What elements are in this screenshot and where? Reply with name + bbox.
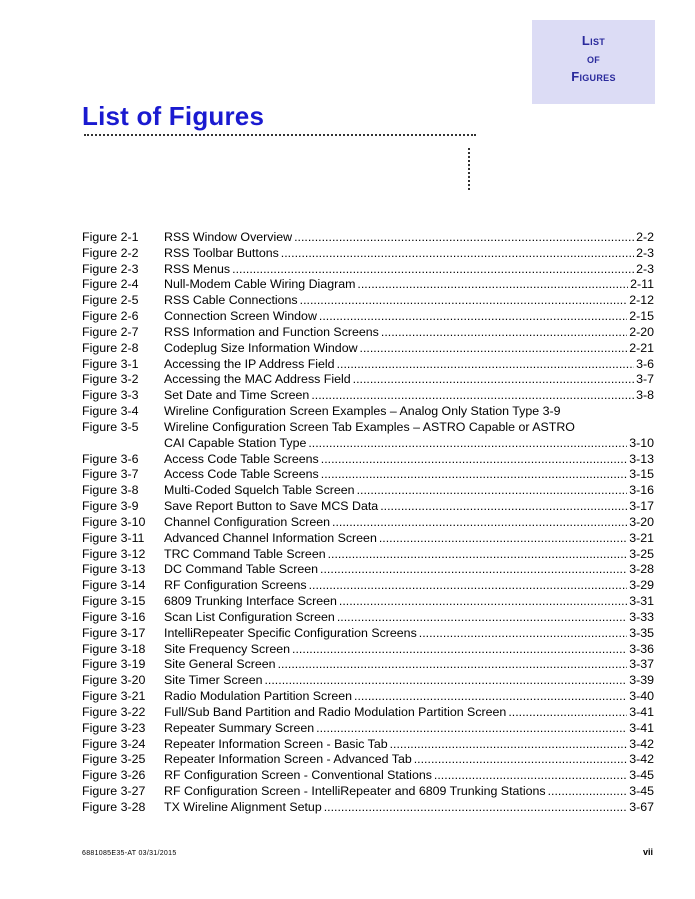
dotted-rule-horizontal xyxy=(84,134,476,146)
page-reference: 2-12 xyxy=(629,293,654,308)
page-reference: 3-33 xyxy=(629,609,654,624)
dot-leader xyxy=(337,610,627,626)
section-tab-line-2: of xyxy=(586,51,601,66)
dot-leader xyxy=(264,673,627,689)
figure-caption: Null-Modem Cable Wiring Diagram xyxy=(164,277,356,292)
figure-number: Figure 3-26 xyxy=(82,768,146,783)
page-title: List of Figures xyxy=(82,101,265,131)
figure-entry[interactable] xyxy=(82,689,654,705)
dot-leader xyxy=(414,752,627,768)
figure-number: Figure 3-3 xyxy=(82,388,139,403)
figure-number: Figure 3-22 xyxy=(82,704,146,719)
dot-leader xyxy=(316,721,627,737)
figure-caption: RSS Cable Connections xyxy=(164,293,298,308)
page-reference: 3-45 xyxy=(629,784,654,798)
page-reference: 3-40 xyxy=(629,689,654,704)
figure-entry[interactable] xyxy=(82,420,654,452)
figure-entry[interactable] xyxy=(82,230,654,246)
dot-leader xyxy=(379,531,627,547)
figure-caption: 6809 Trunking Interface Screen xyxy=(164,594,337,609)
figure-caption: Radio Modulation Partition Screen xyxy=(164,689,353,704)
figure-entry[interactable] xyxy=(82,262,654,278)
page-reference: 3-45 xyxy=(629,768,654,783)
figure-entry[interactable] xyxy=(82,325,654,341)
figure-caption: TX Wireline Alignment Setup xyxy=(164,799,322,814)
figure-number: Figure 3-11 xyxy=(82,530,145,545)
dot-leader xyxy=(321,467,627,483)
figure-entry[interactable] xyxy=(82,277,654,293)
figure-entry[interactable] xyxy=(82,388,654,404)
figure-caption: Wireline Configuration Screen Tab Examples – ASTRO Capable or ASTRO xyxy=(164,419,575,434)
figure-number: Figure 2-4 xyxy=(82,277,139,292)
figure-entry[interactable] xyxy=(82,752,654,768)
page-reference: 2-21 xyxy=(629,340,654,355)
dot-leader xyxy=(309,578,628,594)
dot-leader xyxy=(354,689,627,705)
dot-leader xyxy=(311,388,634,404)
figure-caption: Site General Screen xyxy=(164,657,276,672)
figure-entry[interactable] xyxy=(82,784,654,800)
figure-number: Figure 3-20 xyxy=(82,673,146,688)
figure-caption: Scan List Configuration Screen xyxy=(164,609,335,624)
figure-entry[interactable] xyxy=(82,673,654,689)
dot-leader xyxy=(278,657,628,673)
figure-number: Figure 3-28 xyxy=(82,799,146,814)
figure-number: Figure 2-2 xyxy=(82,245,139,260)
section-tab-line-3: Figures xyxy=(571,69,616,84)
dot-leader xyxy=(548,784,628,800)
figure-caption: Repeater Information Screen - Basic Tab xyxy=(164,736,388,751)
figure-number: Figure 3-5 xyxy=(82,419,139,434)
dot-leader xyxy=(292,642,627,658)
figure-entry[interactable] xyxy=(82,562,654,578)
footer-page-number: vii xyxy=(642,847,653,857)
figure-caption: Repeater Information Screen - Advanced Tab xyxy=(164,752,412,767)
dot-leader xyxy=(308,436,627,452)
dot-leader xyxy=(380,499,627,515)
page-reference: 3-15 xyxy=(629,467,654,482)
figure-caption: Accessing the MAC Address Field xyxy=(164,372,351,387)
dot-leader xyxy=(300,293,628,309)
page-reference: 3-42 xyxy=(629,736,654,751)
figure-entry[interactable] xyxy=(82,578,654,594)
page-reference: 3-41 xyxy=(629,704,654,719)
figure-caption: Multi-Coded Squelch Table Screen xyxy=(164,483,355,498)
figure-number: Figure 3-2 xyxy=(82,372,139,387)
figure-number: Figure 3-8 xyxy=(82,483,139,498)
figure-caption: Access Code Table Screens xyxy=(164,467,319,482)
figure-caption: Codeplug Size Information Window xyxy=(164,340,358,355)
figure-number: Figure 3-23 xyxy=(82,720,146,735)
dot-leader xyxy=(281,246,634,262)
figure-number: Figure 2-1 xyxy=(82,230,139,244)
page-reference: 3-35 xyxy=(629,625,654,640)
page-reference: 3-6 xyxy=(636,356,654,371)
dot-leader xyxy=(294,230,634,246)
dot-leader xyxy=(328,547,628,563)
page-reference: 3-21 xyxy=(629,530,654,545)
figure-number: Figure 3-13 xyxy=(82,562,146,577)
figure-number: Figure 3-17 xyxy=(82,625,146,640)
page-reference: 3-28 xyxy=(629,562,654,577)
dot-leader xyxy=(357,277,628,293)
page-reference: 3-41 xyxy=(629,720,654,735)
page-reference: 3-7 xyxy=(636,372,654,387)
dot-leader xyxy=(320,562,627,578)
page-reference: 3-67 xyxy=(629,799,654,814)
figure-number: Figure 3-24 xyxy=(82,736,146,751)
figure-caption: RSS Menus xyxy=(164,261,231,276)
dotted-rule-vertical xyxy=(468,148,472,190)
figure-number: Figure 3-12 xyxy=(82,546,146,561)
page-reference: 3-17 xyxy=(629,499,654,514)
dot-leader xyxy=(390,737,628,753)
page-reference: 3-25 xyxy=(629,546,654,561)
figure-entry[interactable] xyxy=(82,357,654,373)
page-reference: 2-2 xyxy=(636,230,654,244)
section-tab-line-1: List xyxy=(581,33,606,48)
page-reference: 2-20 xyxy=(629,324,654,339)
figure-caption: RF Configuration Screens xyxy=(164,578,307,593)
figure-entry[interactable] xyxy=(82,705,654,721)
figure-caption: RF Configuration Screen - Conventional Stations xyxy=(164,768,432,783)
figure-entry[interactable] xyxy=(82,737,654,753)
figure-caption: Save Report Button to Save MCS Data xyxy=(164,499,379,514)
figure-caption: Access Code Table Screens xyxy=(164,451,319,466)
figure-caption: Repeater Summary Screen xyxy=(164,720,315,735)
figure-entry[interactable] xyxy=(82,467,654,483)
figure-number: Figure 3-14 xyxy=(82,578,146,593)
figure-number: Figure 2-8 xyxy=(82,340,139,355)
figure-entry[interactable] xyxy=(82,246,654,262)
dot-leader xyxy=(508,705,627,721)
figure-caption: Set Date and Time Screen xyxy=(164,388,310,403)
figure-number: Figure 3-7 xyxy=(82,467,139,482)
figure-caption: DC Command Table Screen xyxy=(164,562,319,577)
dot-leader xyxy=(339,594,627,610)
figure-entry[interactable] xyxy=(82,309,654,325)
figure-number: Figure 2-5 xyxy=(82,293,139,308)
figure-entry[interactable] xyxy=(82,293,654,309)
figure-caption: Wireline Configuration Screen Examples – Analog Only Station Type 3-9 xyxy=(164,404,561,419)
page-reference: 2-3 xyxy=(636,245,654,260)
figure-number: Figure 3-1 xyxy=(82,356,139,371)
dot-leader xyxy=(321,452,627,468)
dot-leader xyxy=(419,626,627,642)
figure-entry[interactable] xyxy=(82,768,654,784)
figure-caption: Channel Configuration Screen xyxy=(164,514,331,529)
figure-number: Figure 3-10 xyxy=(82,514,146,529)
figure-caption: Site Frequency Screen xyxy=(164,641,291,656)
page-reference: 2-15 xyxy=(629,309,654,324)
figure-caption: TRC Command Table Screen xyxy=(164,546,326,561)
page-reference: 2-11 xyxy=(630,277,654,292)
page-reference: 3-13 xyxy=(629,451,654,466)
page-reference: 3-42 xyxy=(629,752,654,767)
figure-entry[interactable] xyxy=(82,594,654,610)
figure-caption: CAI Capable Station Type xyxy=(164,435,307,450)
page-reference: 3-10 xyxy=(629,435,654,450)
figure-entry[interactable] xyxy=(82,404,654,420)
figure-caption: Accessing the IP Address Field xyxy=(164,356,335,371)
dot-leader xyxy=(381,325,627,341)
figure-entry[interactable] xyxy=(82,610,654,626)
figure-caption: RSS Window Overview xyxy=(164,230,293,244)
page-reference: 3-39 xyxy=(629,673,654,688)
page-reference: 3-8 xyxy=(636,388,654,403)
figure-caption: IntelliRepeater Specific Configuration Screens xyxy=(164,625,417,640)
dot-leader xyxy=(360,341,628,357)
footer-doc-number: 6881085E35-AT 03/31/2015 xyxy=(82,850,177,857)
figure-caption: Site Timer Screen xyxy=(164,673,263,688)
figure-entry[interactable] xyxy=(82,531,654,547)
figure-entry[interactable] xyxy=(82,800,654,816)
figure-number: Figure 3-6 xyxy=(82,451,139,466)
figure-number: Figure 3-25 xyxy=(82,752,146,767)
figure-number: Figure 3-15 xyxy=(82,594,146,609)
page-reference: 3-16 xyxy=(629,483,654,498)
figure-number: Figure 3-21 xyxy=(82,689,146,704)
dot-leader xyxy=(337,357,635,373)
figure-number: Figure 3-19 xyxy=(82,657,146,672)
dot-leader xyxy=(232,262,634,278)
figure-number: Figure 3-18 xyxy=(82,641,146,656)
dot-leader xyxy=(353,372,634,388)
figure-caption: RSS Information and Function Screens xyxy=(164,324,379,339)
figure-entry[interactable] xyxy=(82,657,654,673)
figure-entry[interactable] xyxy=(82,372,654,388)
figure-number: Figure 3-27 xyxy=(82,784,146,798)
figure-entry[interactable] xyxy=(82,341,654,357)
figure-entry[interactable] xyxy=(82,642,654,658)
page-reference: 3-31 xyxy=(629,594,654,609)
dot-leader xyxy=(319,309,627,325)
figure-entry[interactable] xyxy=(82,483,654,499)
page-reference: 3-20 xyxy=(629,514,654,529)
figure-number: Figure 2-6 xyxy=(82,309,139,324)
figure-caption: Connection Screen Window xyxy=(164,309,317,324)
figure-entry[interactable] xyxy=(82,721,654,737)
figure-entry[interactable] xyxy=(82,547,654,563)
page-reference: 3-36 xyxy=(629,641,654,656)
figure-number: Figure 2-3 xyxy=(82,261,139,276)
figure-number: Figure 2-7 xyxy=(82,324,139,339)
figure-number: Figure 3-16 xyxy=(82,609,146,624)
figure-caption: Advanced Channel Information Screen xyxy=(164,530,377,545)
dot-leader xyxy=(357,483,628,499)
figure-entry[interactable] xyxy=(82,515,654,531)
figure-caption: RSS Toolbar Buttons xyxy=(164,245,279,260)
figure-list xyxy=(82,230,654,816)
dot-leader xyxy=(434,768,627,784)
dot-leader xyxy=(332,515,627,531)
page-reference: 3-29 xyxy=(629,578,654,593)
figure-entry[interactable] xyxy=(82,626,654,642)
figure-caption: Full/Sub Band Partition and Radio Modulation Partition Screen xyxy=(164,704,507,719)
page-reference: 2-3 xyxy=(636,261,654,276)
figure-entry[interactable] xyxy=(82,499,654,515)
figure-entry[interactable] xyxy=(82,452,654,468)
dot-leader xyxy=(324,800,627,816)
figure-caption: RF Configuration Screen - IntelliRepeater and 6809 Trunking Stations xyxy=(164,784,546,798)
page-reference: 3-37 xyxy=(629,657,654,672)
figure-number: Figure 3-9 xyxy=(82,499,139,514)
section-tab xyxy=(532,20,655,104)
figure-number: Figure 3-4 xyxy=(82,404,139,419)
